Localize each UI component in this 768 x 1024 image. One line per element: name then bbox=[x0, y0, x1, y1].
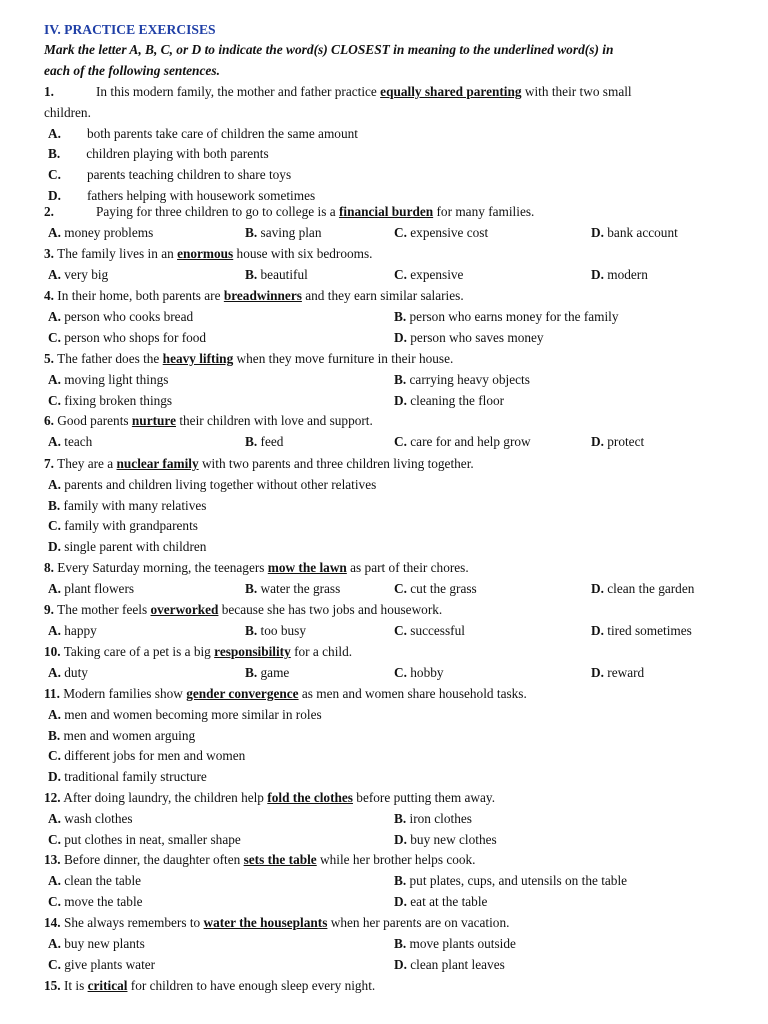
option-letter: C. bbox=[48, 893, 61, 909]
option-text: modern bbox=[607, 266, 648, 282]
option-letter: A. bbox=[48, 308, 61, 324]
underlined-keyword: nurture bbox=[131, 413, 176, 428]
option-text: clean plant leaves bbox=[410, 956, 505, 972]
question-stem-8 bbox=[44, 559, 469, 577]
question-text-before: Good parents bbox=[53, 413, 132, 428]
option-letter: B. bbox=[245, 622, 258, 638]
option-b[interactable] bbox=[245, 622, 306, 640]
option-a[interactable] bbox=[48, 308, 193, 326]
option-d[interactable] bbox=[48, 538, 206, 556]
option-letter: C. bbox=[394, 580, 407, 596]
question-text-before: It is bbox=[60, 978, 88, 993]
option-c[interactable] bbox=[48, 329, 206, 347]
question-number: 13. bbox=[44, 852, 61, 867]
question-number: 10. bbox=[44, 644, 61, 659]
option-a[interactable] bbox=[48, 476, 376, 494]
option-letter: D. bbox=[591, 266, 604, 282]
question-stem-14 bbox=[44, 914, 509, 932]
option-c[interactable] bbox=[48, 166, 291, 184]
option-text: moving light things bbox=[64, 371, 169, 387]
question-stem-continuation: children. bbox=[44, 104, 91, 120]
question-text-after: because she has two jobs and housework. bbox=[218, 602, 443, 617]
question-text-after: before putting them away. bbox=[352, 790, 496, 805]
option-letter: B. bbox=[48, 146, 61, 162]
option-text: game bbox=[260, 664, 290, 680]
question-number: 9. bbox=[44, 602, 54, 617]
question-stem-3 bbox=[44, 245, 372, 263]
option-b[interactable] bbox=[245, 433, 283, 451]
question-text-before: The mother feels bbox=[53, 602, 151, 617]
option-a[interactable] bbox=[48, 371, 168, 389]
question-number: 15. bbox=[44, 978, 61, 993]
option-text: duty bbox=[64, 664, 88, 680]
option-text: give plants water bbox=[64, 956, 156, 972]
option-letter: C. bbox=[394, 433, 407, 449]
option-letter: D. bbox=[394, 329, 407, 345]
option-c[interactable] bbox=[394, 266, 463, 284]
underlined-keyword: water the houseplants bbox=[203, 915, 328, 930]
option-b[interactable] bbox=[245, 224, 321, 242]
option-text: traditional family structure bbox=[64, 769, 207, 785]
option-a[interactable] bbox=[48, 433, 92, 451]
option-letter: B. bbox=[48, 497, 61, 513]
option-a[interactable] bbox=[48, 125, 358, 143]
option-letter: B. bbox=[394, 308, 407, 324]
option-b[interactable] bbox=[245, 580, 340, 598]
option-text: person who shops for food bbox=[64, 329, 207, 345]
option-text: protect bbox=[607, 433, 645, 449]
option-text: wash clothes bbox=[64, 810, 133, 826]
underlined-keyword: gender convergence bbox=[186, 686, 299, 701]
question-stem-11 bbox=[44, 685, 527, 703]
underlined-keyword: critical bbox=[87, 978, 128, 993]
option-letter: A. bbox=[48, 224, 61, 240]
option-text: men and women arguing bbox=[63, 727, 196, 743]
option-a[interactable] bbox=[48, 664, 88, 682]
option-text: money problems bbox=[64, 224, 154, 240]
question-number: 5. bbox=[44, 351, 54, 366]
option-letter: D. bbox=[591, 433, 604, 449]
option-letter: C. bbox=[48, 518, 61, 534]
option-d[interactable] bbox=[394, 956, 505, 974]
option-text: move plants outside bbox=[409, 935, 516, 951]
option-letter: A. bbox=[48, 125, 61, 141]
option-letter: A. bbox=[48, 810, 61, 826]
question-number: 8. bbox=[44, 560, 54, 575]
option-d[interactable] bbox=[591, 266, 648, 284]
option-letter: D. bbox=[48, 539, 61, 555]
question-stem-15 bbox=[44, 977, 375, 995]
question-text-before: After doing laundry, the children help bbox=[60, 790, 268, 805]
underlined-keyword: heavy lifting bbox=[162, 351, 234, 366]
option-text: parents teaching children to share toys bbox=[86, 167, 292, 183]
question-stem-7 bbox=[44, 455, 474, 473]
option-letter: A. bbox=[48, 664, 61, 680]
question-text-before: Before dinner, the daughter often bbox=[60, 852, 244, 867]
option-text: feed bbox=[260, 433, 284, 449]
option-b[interactable] bbox=[394, 371, 530, 389]
question-text-after: for a child. bbox=[290, 644, 353, 659]
option-c[interactable] bbox=[394, 224, 488, 242]
option-a[interactable] bbox=[48, 810, 133, 828]
underlined-keyword: overworked bbox=[150, 602, 219, 617]
option-letter: A. bbox=[48, 433, 61, 449]
option-b[interactable] bbox=[394, 935, 516, 953]
option-letter: A. bbox=[48, 706, 61, 722]
question-stem-10 bbox=[44, 643, 352, 661]
option-letter: B. bbox=[394, 872, 407, 888]
option-letter: C. bbox=[48, 956, 61, 972]
question-stem-6 bbox=[44, 412, 373, 430]
question-text-before: Taking care of a pet is a big bbox=[60, 644, 215, 659]
question-text-before: Every Saturday morning, the teenagers bbox=[53, 560, 268, 575]
underlined-keyword: equally shared parenting bbox=[380, 84, 522, 99]
question-number: 11. bbox=[44, 686, 60, 701]
option-letter: C. bbox=[48, 748, 61, 764]
question-text-before: She always remembers to bbox=[60, 915, 204, 930]
option-d[interactable] bbox=[591, 224, 678, 242]
option-text: both parents take care of children the same amount bbox=[86, 125, 358, 141]
option-c[interactable] bbox=[48, 517, 198, 535]
option-text: buy new clothes bbox=[410, 831, 497, 847]
option-d[interactable] bbox=[591, 622, 692, 640]
option-c[interactable] bbox=[394, 433, 531, 451]
question-text-before: Modern families show bbox=[59, 686, 187, 701]
option-text: expensive bbox=[410, 266, 464, 282]
option-letter: D. bbox=[394, 893, 407, 909]
underlined-keyword: nuclear family bbox=[116, 456, 199, 471]
question-stem-5 bbox=[44, 350, 453, 368]
option-text: reward bbox=[607, 664, 645, 680]
option-text: buy new plants bbox=[64, 935, 145, 951]
option-text: parents and children living together without other relatives bbox=[64, 476, 377, 492]
option-text: person who earns money for the family bbox=[409, 308, 619, 324]
question-text-after: as part of their chores. bbox=[346, 560, 469, 575]
option-text: beautiful bbox=[260, 266, 308, 282]
underlined-keyword: sets the table bbox=[243, 852, 317, 867]
option-letter: C. bbox=[48, 329, 61, 345]
option-a[interactable] bbox=[48, 622, 97, 640]
question-text-before: In this modern family, the mother and father practice bbox=[95, 84, 381, 99]
option-b[interactable] bbox=[245, 266, 308, 284]
section-title: IV. PRACTICE EXERCISES bbox=[44, 22, 216, 37]
option-letter: D. bbox=[591, 622, 604, 638]
option-c[interactable] bbox=[394, 622, 465, 640]
option-text: eat at the table bbox=[410, 893, 488, 909]
option-letter: C. bbox=[394, 664, 407, 680]
option-letter: D. bbox=[591, 224, 604, 240]
option-letter: A. bbox=[48, 266, 61, 282]
option-c[interactable] bbox=[48, 893, 143, 911]
option-letter: A. bbox=[48, 580, 61, 596]
question-number: 3. bbox=[44, 246, 54, 261]
question-number: 6. bbox=[44, 413, 54, 428]
question-text-before: The father does the bbox=[53, 351, 163, 366]
option-d[interactable] bbox=[394, 893, 487, 911]
option-text: single parent with children bbox=[64, 539, 207, 555]
question-text-after: for many families. bbox=[433, 204, 535, 219]
question-text-after: their children with love and support. bbox=[176, 413, 373, 428]
option-letter: C. bbox=[48, 831, 61, 847]
option-a[interactable] bbox=[48, 224, 153, 242]
option-b[interactable] bbox=[48, 727, 195, 745]
question-text-before: The family lives in an bbox=[53, 246, 178, 261]
option-letter: B. bbox=[245, 224, 258, 240]
option-letter: D. bbox=[48, 769, 61, 785]
option-text: saving plan bbox=[260, 224, 322, 240]
option-letter: D. bbox=[48, 188, 61, 203]
option-a[interactable] bbox=[48, 580, 134, 598]
question-stem-9 bbox=[44, 601, 442, 619]
option-text: successful bbox=[410, 622, 465, 638]
option-text: iron clothes bbox=[409, 810, 472, 826]
option-text: person who saves money bbox=[410, 329, 544, 345]
option-text: care for and help grow bbox=[410, 433, 531, 449]
option-letter: A. bbox=[48, 622, 61, 638]
option-letter: D. bbox=[394, 831, 407, 847]
option-letter: D. bbox=[394, 956, 407, 972]
option-text: water the grass bbox=[260, 580, 341, 596]
question-number: 12. bbox=[44, 790, 61, 805]
question-text-before: Paying for three children to go to college is a bbox=[95, 204, 339, 219]
option-text: family with many relatives bbox=[63, 497, 207, 513]
option-text: very big bbox=[64, 266, 109, 282]
option-text: carrying heavy objects bbox=[409, 371, 530, 387]
question-text-before: In their home, both parents are bbox=[53, 288, 224, 303]
option-a[interactable] bbox=[48, 935, 145, 953]
option-letter: B. bbox=[394, 935, 407, 951]
underlined-keyword: mow the lawn bbox=[267, 560, 347, 575]
option-a[interactable] bbox=[48, 872, 141, 890]
question-text-after: and they earn similar salaries. bbox=[301, 288, 464, 303]
option-letter: B. bbox=[48, 727, 61, 743]
option-c[interactable] bbox=[48, 392, 172, 410]
option-letter: C. bbox=[394, 622, 407, 638]
option-b[interactable] bbox=[394, 872, 627, 890]
question-stem-13 bbox=[44, 851, 476, 869]
option-letter: A. bbox=[48, 371, 61, 387]
question-text-after: with two parents and three children living together. bbox=[198, 456, 474, 471]
option-text: clean the garden bbox=[607, 580, 695, 596]
option-text: plant flowers bbox=[64, 580, 135, 596]
question-number: 4. bbox=[44, 288, 54, 303]
option-text: clean the table bbox=[64, 872, 142, 888]
option-letter: B. bbox=[245, 266, 258, 282]
option-text: bank account bbox=[607, 224, 678, 240]
option-text: tired sometimes bbox=[607, 622, 692, 638]
question-stem-2 bbox=[44, 203, 534, 221]
option-letter: D. bbox=[591, 664, 604, 680]
option-b[interactable] bbox=[394, 810, 472, 828]
question-stem-12 bbox=[44, 789, 495, 807]
question-text-after: as men and women share household tasks. bbox=[298, 686, 527, 701]
option-letter: D. bbox=[591, 580, 604, 596]
option-d[interactable] bbox=[394, 329, 544, 347]
option-text: cut the grass bbox=[410, 580, 477, 596]
question-text-before: They are a bbox=[53, 456, 117, 471]
option-a[interactable] bbox=[48, 266, 108, 284]
option-text: happy bbox=[64, 622, 97, 638]
option-letter: B. bbox=[245, 433, 258, 449]
option-letter: A. bbox=[48, 476, 61, 492]
option-b[interactable] bbox=[48, 497, 206, 515]
question-text-after: while her brother helps cook. bbox=[316, 852, 476, 867]
option-text: family with grandparents bbox=[64, 518, 198, 534]
option-text: fathers helping with housework sometimes bbox=[86, 188, 316, 203]
question-number: 7. bbox=[44, 456, 54, 471]
question-text-after: for children to have enough sleep every night. bbox=[127, 978, 376, 993]
question-text-after: with their two small bbox=[521, 84, 632, 99]
option-letter: B. bbox=[245, 664, 258, 680]
option-text: fixing broken things bbox=[64, 392, 173, 408]
option-d[interactable] bbox=[591, 580, 694, 598]
underlined-keyword: financial burden bbox=[338, 204, 434, 219]
option-d[interactable] bbox=[394, 831, 497, 849]
option-letter: B. bbox=[394, 810, 407, 826]
question-text-after: when they move furniture in their house. bbox=[233, 351, 454, 366]
option-d[interactable] bbox=[48, 768, 207, 786]
option-letter: C. bbox=[394, 224, 407, 240]
question-number: 14. bbox=[44, 915, 61, 930]
option-letter: D. bbox=[394, 392, 407, 408]
option-b[interactable] bbox=[48, 145, 269, 163]
option-letter: C. bbox=[48, 167, 61, 183]
option-letter: A. bbox=[48, 872, 61, 888]
instructions-line-2: each of the following sentences. bbox=[44, 63, 220, 78]
option-letter: B. bbox=[394, 371, 407, 387]
option-c[interactable] bbox=[48, 747, 245, 765]
underlined-keyword: responsibility bbox=[214, 644, 291, 659]
option-c[interactable] bbox=[48, 831, 241, 849]
instructions-line-1: Mark the letter A, B, C, or D to indicate the word(s) CLOSEST in meaning to the underlined word(s) in bbox=[44, 42, 614, 57]
option-text: different jobs for men and women bbox=[64, 748, 246, 764]
option-b[interactable] bbox=[245, 664, 289, 682]
option-text: expensive cost bbox=[410, 224, 489, 240]
option-c[interactable] bbox=[394, 580, 477, 598]
option-text: put clothes in neat, smaller shape bbox=[64, 831, 241, 847]
option-letter: C. bbox=[48, 392, 61, 408]
option-letter: A. bbox=[48, 935, 61, 951]
option-text: move the table bbox=[64, 893, 143, 909]
option-d[interactable] bbox=[394, 392, 504, 410]
question-text-after: when her parents are on vacation. bbox=[327, 915, 510, 930]
question-stem-4 bbox=[44, 287, 464, 305]
option-letter: C. bbox=[394, 266, 407, 282]
option-text: hobby bbox=[410, 664, 444, 680]
option-a[interactable] bbox=[48, 706, 322, 724]
option-text: put plates, cups, and utensils on the table bbox=[409, 872, 628, 888]
option-text: cleaning the floor bbox=[410, 392, 505, 408]
question-stem-1 bbox=[44, 83, 632, 101]
option-text: men and women becoming more similar in roles bbox=[64, 706, 322, 722]
option-c[interactable] bbox=[48, 956, 155, 974]
underlined-keyword: fold the clothes bbox=[267, 790, 353, 805]
question-text-after: house with six bedrooms. bbox=[233, 246, 373, 261]
option-text: too busy bbox=[260, 622, 306, 638]
question-number: 1. bbox=[44, 84, 54, 99]
question-number: 2. bbox=[44, 204, 54, 219]
option-letter: B. bbox=[245, 580, 258, 596]
option-b[interactable] bbox=[394, 308, 619, 326]
option-d[interactable] bbox=[591, 433, 644, 451]
option-d[interactable] bbox=[591, 664, 644, 682]
option-text: children playing with both parents bbox=[86, 146, 269, 162]
underlined-keyword: breadwinners bbox=[223, 288, 302, 303]
underlined-keyword: enormous bbox=[177, 246, 234, 261]
option-text: teach bbox=[64, 433, 93, 449]
option-c[interactable] bbox=[394, 664, 444, 682]
option-text: person who cooks bread bbox=[64, 308, 194, 324]
